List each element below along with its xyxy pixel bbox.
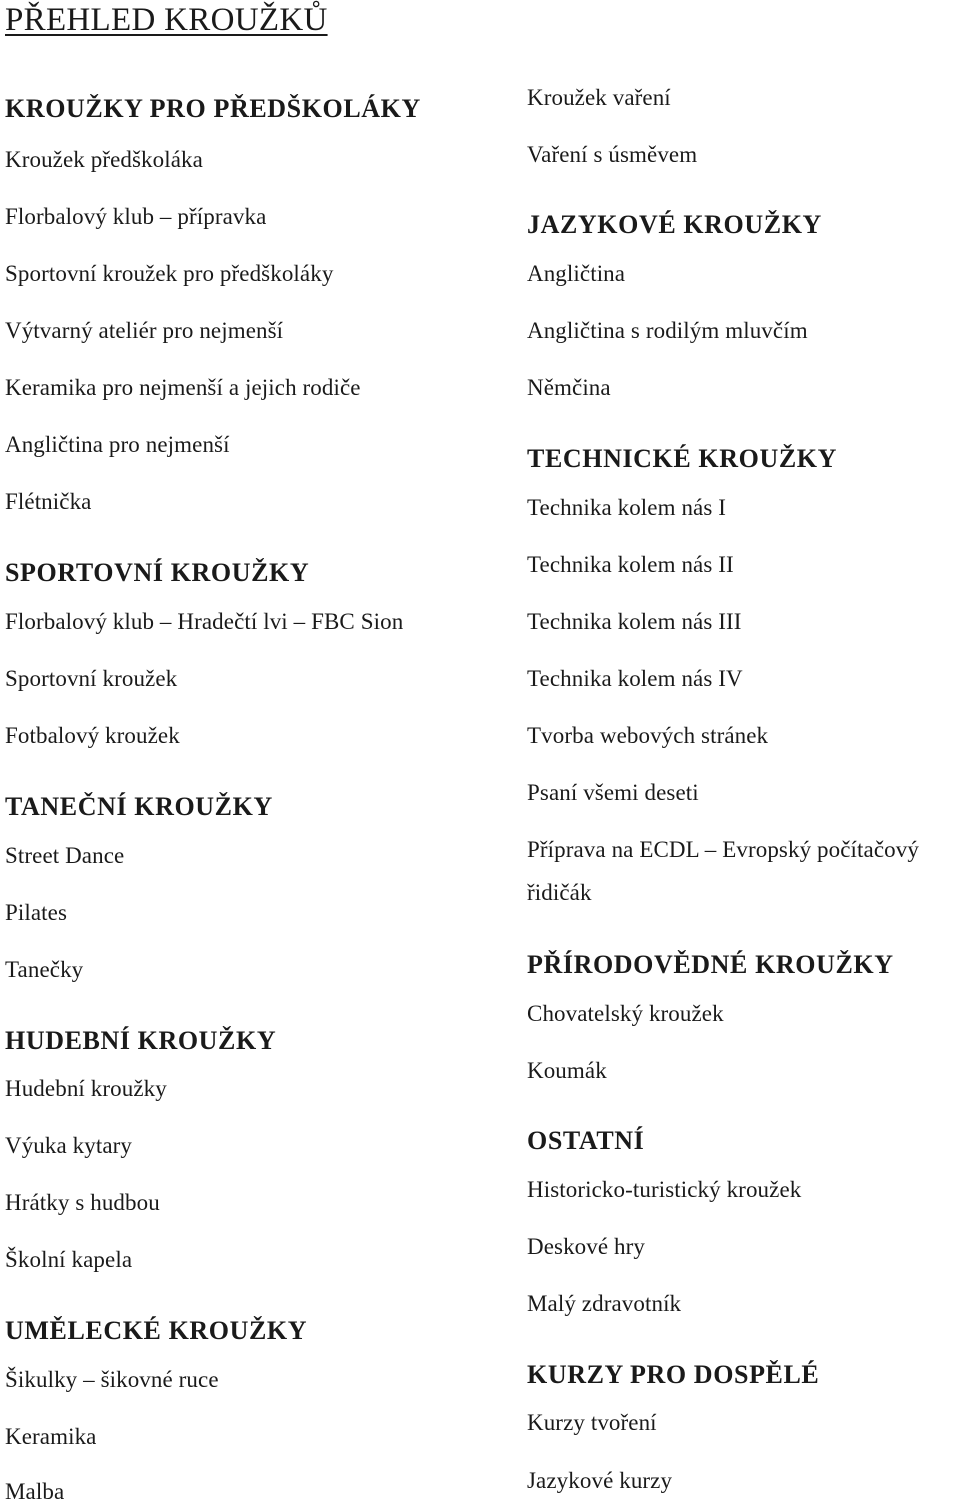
section-heading-art: UMĚLECKÉ KROUŽKY [5,1316,308,1345]
section-heading-other: OSTATNÍ [527,1126,645,1155]
list-item: Deskové hry [527,1234,645,1259]
list-item: Hrátky s hudbou [5,1190,160,1215]
list-item: Angličtina pro nejmenší [5,432,230,457]
section-heading-technical: TECHNICKÉ KROUŽKY [527,444,837,473]
list-item: Tanečky [5,957,84,982]
list-item: Školní kapela [5,1247,133,1272]
list-item: Němčina [527,375,611,400]
list-item: Šikulky – šikovné ruce [5,1367,219,1392]
list-item: Pilates [5,900,68,925]
list-item: řidičák [527,880,592,905]
section-heading-preschool: KROUŽKY PRO PŘEDŠKOLÁKY [5,94,421,123]
list-item: Kroužek vaření [527,85,671,110]
list-item: Malba [5,1479,65,1504]
section-heading-music: HUDEBNÍ KROUŽKY [5,1026,277,1055]
section-heading-nature: PŘÍRODOVĚDNÉ KROUŽKY [527,950,894,979]
section-heading-dance: TANEČNÍ KROUŽKY [5,792,273,821]
list-item: Angličtina s rodilým mluvčím [527,318,808,343]
list-item: Kurzy tvoření [527,1410,657,1435]
list-item: Výuka kytary [5,1133,133,1158]
list-item: Kroužek předškoláka [5,147,203,172]
list-item: Fotbalový kroužek [5,723,180,748]
list-item: Angličtina [527,261,626,286]
list-item: Technika kolem nás IV [527,666,743,691]
list-item: Sportovní kroužek [5,666,178,691]
list-item: Keramika pro nejmenší a jejich rodiče [5,375,361,400]
list-item: Vaření s úsměvem [527,142,698,167]
section-heading-sport: SPORTOVNÍ KROUŽKY [5,558,310,587]
list-item: Historicko-turistický kroužek [527,1177,802,1202]
list-item: Malý zdravotník [527,1291,682,1316]
list-item: Florbalový klub – přípravka [5,204,267,229]
list-item: Sportovní kroužek pro předškoláky [5,261,334,286]
list-item: Výtvarný ateliér pro nejmenší [5,318,284,343]
list-item: Flétnička [5,489,92,514]
list-item: Technika kolem nás I [527,495,727,520]
section-heading-adult-courses: KURZY PRO DOSPĚLÉ [527,1360,820,1389]
list-item: Chovatelský kroužek [527,1001,724,1026]
list-item: Příprava na ECDL – Evropský počítačový [527,837,919,862]
list-item: Koumák [527,1058,607,1083]
list-item: Technika kolem nás II [527,552,734,577]
list-item: Street Dance [5,843,125,868]
list-item: Tvorba webových stránek [527,723,769,748]
section-heading-languages: JAZYKOVÉ KROUŽKY [527,210,822,239]
list-item: Jazykové kurzy [527,1468,673,1493]
list-item: Keramika [5,1424,97,1449]
list-item: Florbalový klub – Hradečtí lvi – FBC Sion [5,609,404,634]
list-item: Psaní všemi deseti [527,780,699,805]
list-item: Technika kolem nás III [527,609,742,634]
list-item: Hudební kroužky [5,1076,167,1101]
page-title: PŘEHLED KROUŽKŮ [5,2,328,38]
